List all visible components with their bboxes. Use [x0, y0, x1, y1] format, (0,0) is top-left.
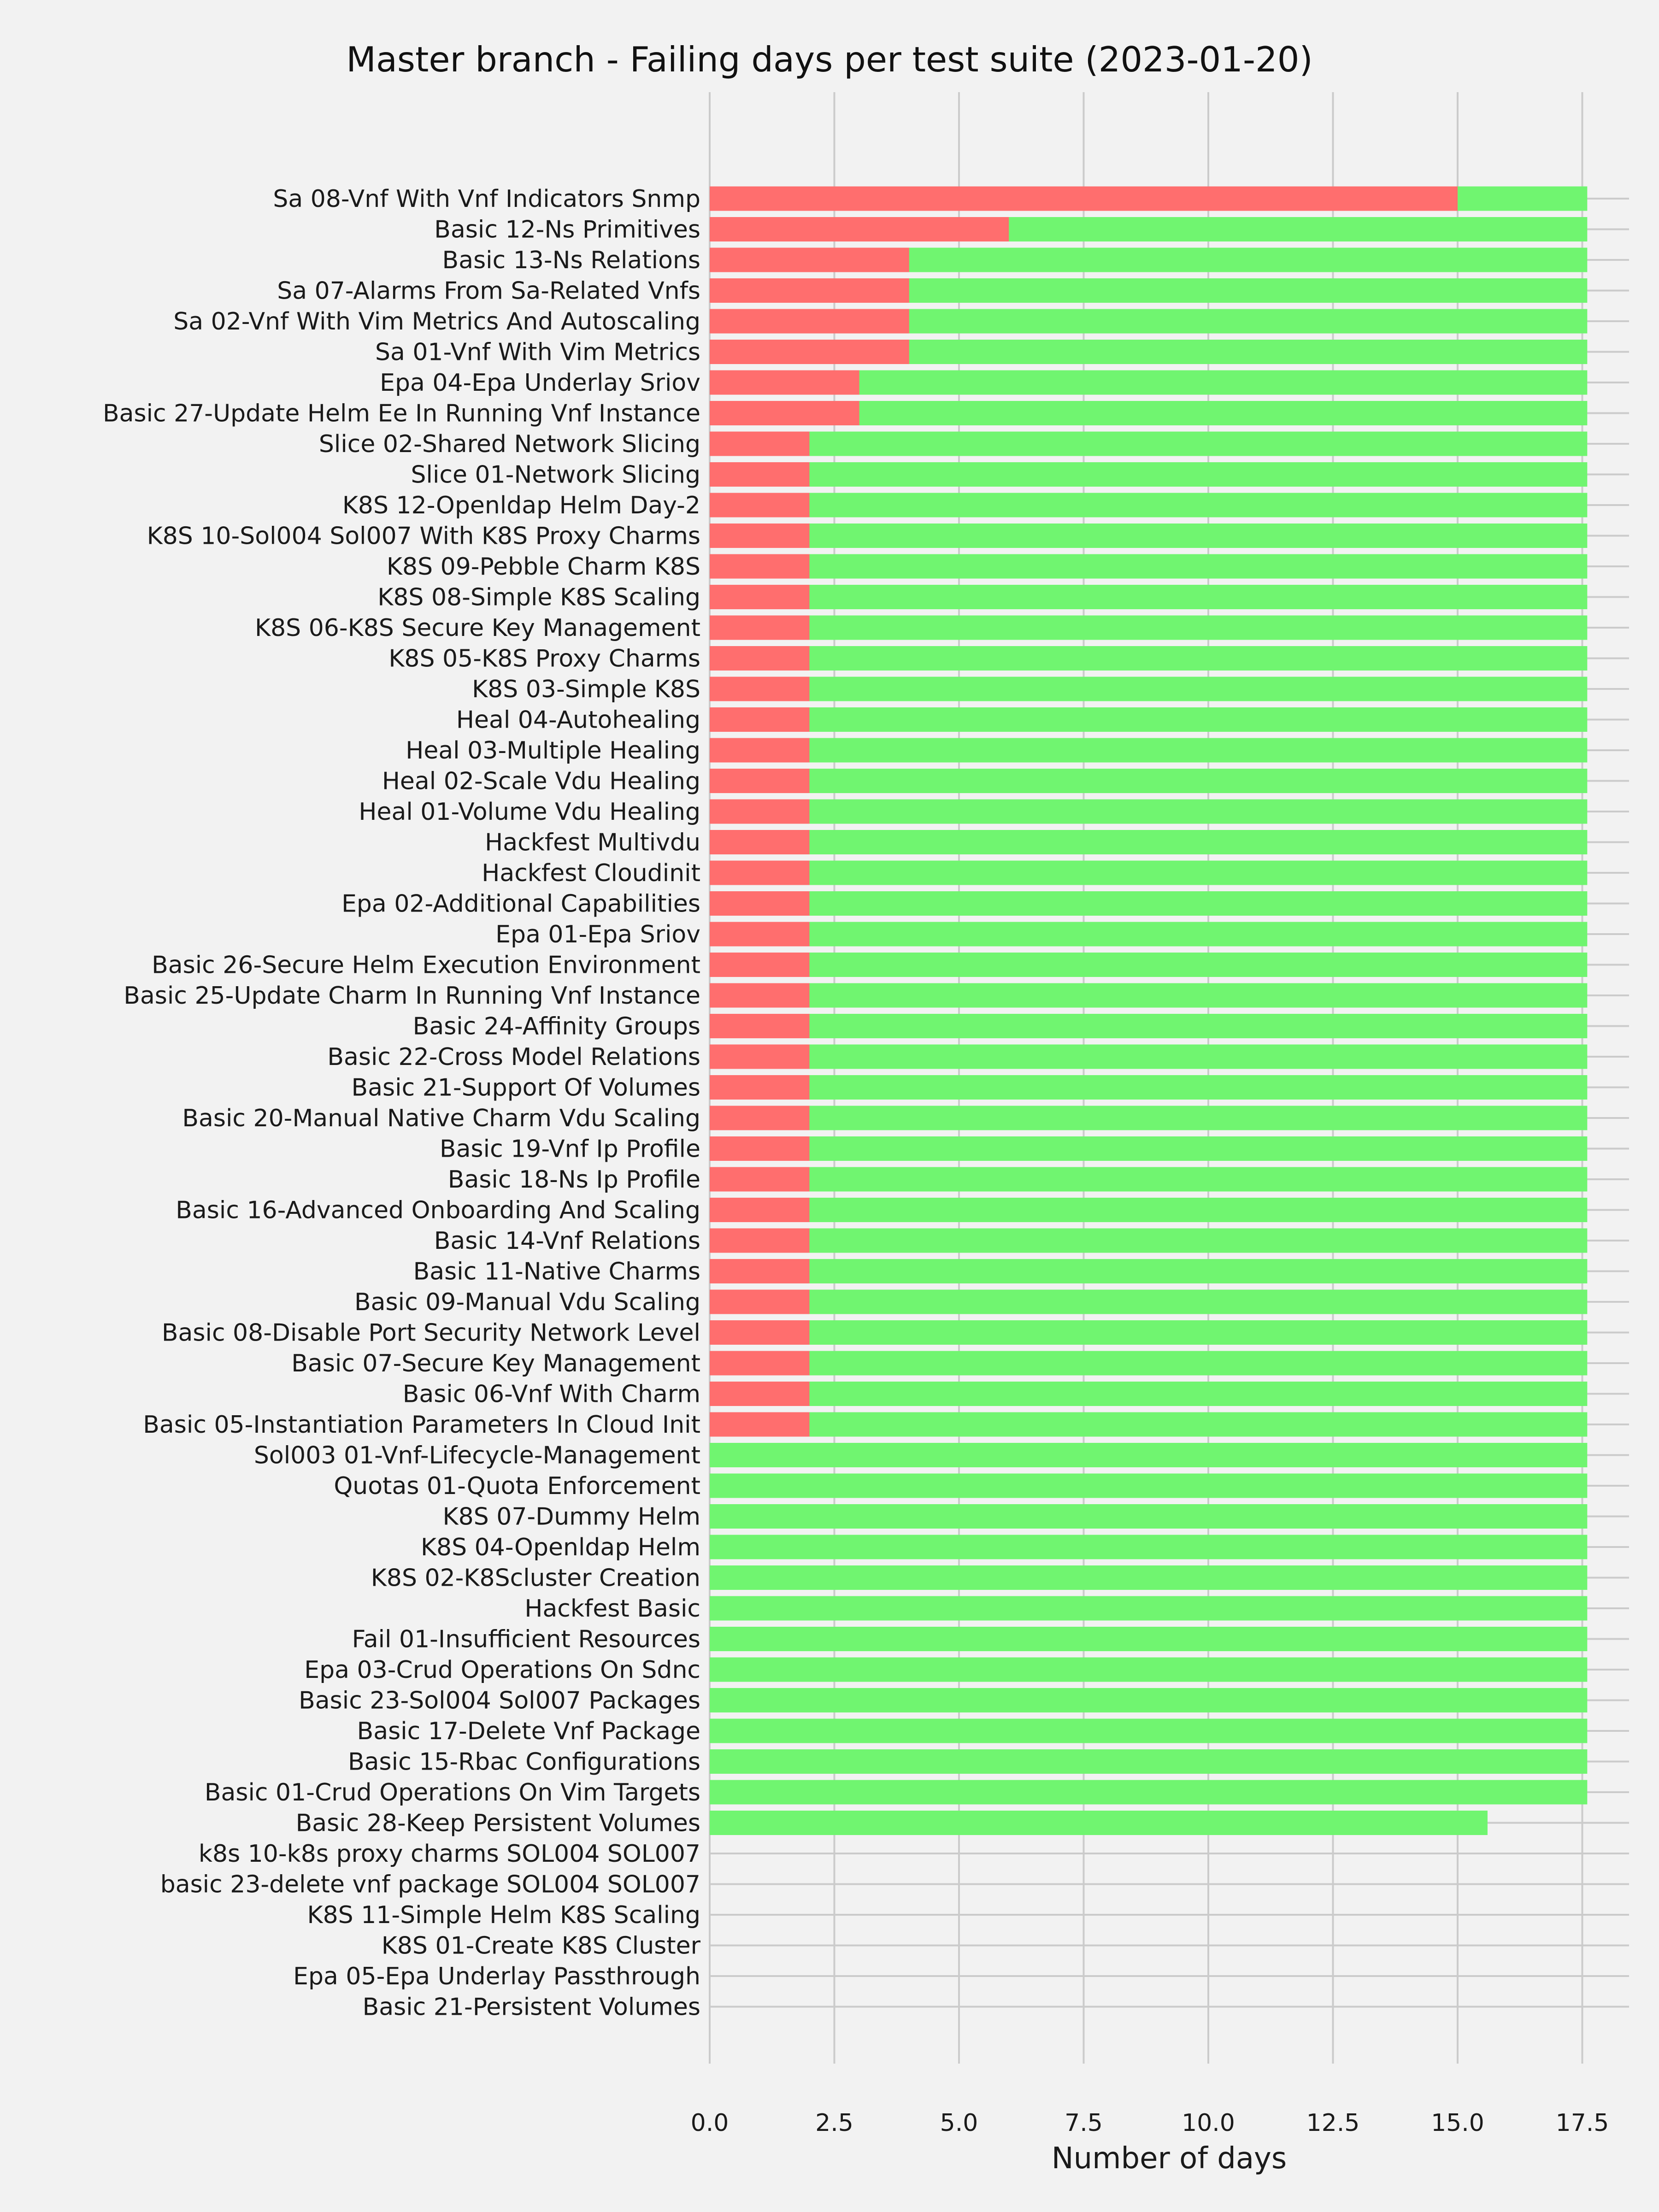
x-tick-label-4: 10.0: [1182, 2109, 1235, 2137]
failing-bar-22: [710, 861, 809, 885]
failing-bar-13: [710, 585, 809, 609]
passing-bar-49: [710, 1688, 1587, 1712]
y-tick-label-43: K8S 07-Dummy Helm: [442, 1503, 700, 1531]
passing-bar-15: [710, 646, 1587, 671]
y-tick-label-30: Basic 20-Manual Native Charm Vdu Scaling: [182, 1105, 700, 1132]
failing-bar-24: [710, 922, 809, 947]
y-tick-label-58: Epa 05-Epa Underlay Passthrough: [293, 1963, 700, 1990]
chart-title: Master branch - Failing days per test suite (2023-01-20): [346, 39, 1313, 80]
y-tick-label-52: Basic 01-Crud Operations On Vim Targets: [204, 1779, 700, 1806]
failing-bar-36: [710, 1290, 809, 1314]
y-tick-label-48: Epa 03-Crud Operations On Sdnc: [304, 1656, 700, 1684]
passing-bar-19: [710, 769, 1587, 793]
passing-bar-27: [710, 1014, 1587, 1038]
y-tick-label-42: Quotas 01-Quota Enforcement: [334, 1472, 700, 1500]
passing-bar-20: [710, 800, 1587, 824]
failing-bar-32: [710, 1167, 809, 1192]
passing-bar-13: [710, 585, 1587, 609]
y-tick-label-40: Basic 05-Instantiation Parameters In Cloud Init: [143, 1411, 700, 1439]
passing-bar-12: [710, 554, 1587, 579]
passing-bar-30: [710, 1106, 1587, 1130]
y-tick-label-8: Slice 02-Shared Network Slicing: [318, 430, 700, 458]
y-tick-label-54: k8s 10-k8s proxy charms SOL004 SOL007: [198, 1840, 700, 1868]
failing-bar-0: [710, 187, 1458, 211]
passing-bar-10: [710, 493, 1587, 518]
failing-bar-1: [710, 217, 1009, 241]
y-tick-label-23: Epa 02-Additional Capabilities: [341, 890, 700, 918]
y-tick-label-16: K8S 03-Simple K8S: [472, 676, 700, 703]
x-tick-label-7: 17.5: [1555, 2109, 1609, 2137]
passing-bar-24: [710, 922, 1587, 947]
passing-bar-18: [710, 738, 1587, 763]
passing-bar-16: [710, 677, 1587, 701]
failing-bar-30: [710, 1106, 809, 1130]
y-tick-label-36: Basic 09-Manual Vdu Scaling: [354, 1288, 700, 1316]
y-tick-label-21: Hackfest Multivdu: [485, 829, 700, 857]
y-tick-label-31: Basic 19-Vnf Ip Profile: [439, 1135, 700, 1163]
y-tick-label-0: Sa 08-Vnf With Vnf Indicators Snmp: [273, 185, 700, 213]
y-tick-label-50: Basic 17-Delete Vnf Package: [357, 1718, 700, 1745]
passing-bar-41: [710, 1443, 1587, 1467]
passing-bar-17: [710, 707, 1587, 732]
y-tick-label-29: Basic 21-Support Of Volumes: [351, 1074, 700, 1102]
passing-bar-47: [710, 1627, 1587, 1651]
y-tick-label-26: Basic 25-Update Charm In Running Vnf Instance: [124, 982, 700, 1010]
failing-bar-39: [710, 1382, 809, 1406]
passing-bar-29: [710, 1075, 1587, 1100]
passing-bar-45: [710, 1565, 1587, 1590]
passing-bar-31: [710, 1136, 1587, 1161]
failing-bar-16: [710, 677, 809, 701]
failing-bar-2: [710, 248, 909, 272]
y-tick-label-12: K8S 09-Pebble Charm K8S: [386, 553, 700, 581]
passing-bar-34: [710, 1229, 1587, 1253]
y-tick-label-32: Basic 18-Ns Ip Profile: [447, 1166, 700, 1194]
failing-bar-27: [710, 1014, 809, 1038]
failing-bar-37: [710, 1320, 809, 1345]
failing-bar-5: [710, 340, 909, 364]
y-tick-label-2: Basic 13-Ns Relations: [442, 247, 700, 274]
passing-bar-44: [710, 1535, 1587, 1559]
passing-bar-36: [710, 1290, 1587, 1314]
passing-bar-46: [710, 1596, 1587, 1621]
failing-bar-21: [710, 830, 809, 854]
failing-bar-3: [710, 278, 909, 303]
y-tick-label-4: Sa 02-Vnf With Vim Metrics And Autoscaling: [173, 308, 700, 335]
passing-bar-53: [710, 1811, 1488, 1835]
passing-bar-9: [710, 462, 1587, 487]
passing-bar-23: [710, 891, 1587, 916]
x-tick-label-1: 2.5: [815, 2109, 853, 2137]
passing-bar-25: [710, 953, 1587, 977]
passing-bar-14: [710, 616, 1587, 640]
y-tick-label-19: Heal 02-Scale Vdu Healing: [382, 767, 700, 795]
passing-bar-43: [710, 1504, 1587, 1529]
passing-bar-8: [710, 432, 1587, 456]
failing-bar-29: [710, 1075, 809, 1100]
y-tick-label-35: Basic 11-Native Charms: [413, 1258, 700, 1286]
failing-bar-34: [710, 1229, 809, 1253]
failing-bar-19: [710, 769, 809, 793]
y-tick-label-34: Basic 14-Vnf Relations: [434, 1227, 700, 1255]
y-tick-label-37: Basic 08-Disable Port Security Network Level: [161, 1319, 700, 1347]
failing-bar-12: [710, 554, 809, 579]
passing-bar-52: [710, 1780, 1587, 1805]
y-tick-label-47: Fail 01-Insufficient Resources: [352, 1625, 700, 1653]
passing-bar-37: [710, 1320, 1587, 1345]
y-tick-label-15: K8S 05-K8S Proxy Charms: [388, 645, 700, 673]
x-tick-label-0: 0.0: [690, 2109, 729, 2137]
y-tick-label-28: Basic 22-Cross Model Relations: [327, 1043, 700, 1071]
failing-bar-40: [710, 1412, 809, 1437]
passing-bar-35: [710, 1259, 1587, 1283]
y-tick-label-49: Basic 23-Sol004 Sol007 Packages: [299, 1687, 700, 1715]
passing-bar-32: [710, 1167, 1587, 1192]
passing-bar-26: [710, 983, 1587, 1008]
failing-bar-18: [710, 738, 809, 763]
y-tick-label-10: K8S 12-Openldap Helm Day-2: [342, 492, 700, 519]
y-tick-label-45: K8S 02-K8Scluster Creation: [371, 1564, 700, 1592]
failing-bar-9: [710, 462, 809, 487]
y-tick-label-44: K8S 04-Openldap Helm: [420, 1534, 700, 1561]
y-tick-label-11: K8S 10-Sol004 Sol007 With K8S Proxy Charms: [147, 522, 700, 550]
y-tick-label-41: Sol003 01-Vnf-Lifecycle-Management: [253, 1441, 700, 1470]
x-tick-label-6: 15.0: [1431, 2109, 1484, 2137]
failing-bar-6: [710, 371, 859, 395]
failing-bar-33: [710, 1198, 809, 1222]
y-tick-label-55: basic 23-delete vnf package SOL004 SOL007: [160, 1871, 700, 1899]
y-tick-label-13: K8S 08-Simple K8S Scaling: [377, 583, 700, 612]
failing-bar-20: [710, 800, 809, 824]
passing-bar-38: [710, 1351, 1587, 1376]
passing-bar-39: [710, 1382, 1587, 1406]
x-tick-label-2: 5.0: [940, 2109, 978, 2137]
failing-bar-8: [710, 432, 809, 456]
y-tick-label-3: Sa 07-Alarms From Sa-Related Vnfs: [277, 277, 700, 305]
failing-bar-28: [710, 1045, 809, 1069]
failing-bar-35: [710, 1259, 809, 1283]
failing-bar-31: [710, 1136, 809, 1161]
y-tick-label-18: Heal 03-Multiple Healing: [406, 737, 700, 765]
failing-bar-11: [710, 524, 809, 548]
passing-bar-51: [710, 1749, 1587, 1774]
y-tick-label-56: K8S 11-Simple Helm K8S Scaling: [307, 1901, 700, 1929]
y-tick-label-1: Basic 12-Ns Primitives: [434, 216, 700, 244]
failing-bar-17: [710, 707, 809, 732]
x-tick-label-3: 7.5: [1065, 2109, 1103, 2137]
failing-bar-7: [710, 401, 859, 425]
failing-bar-10: [710, 493, 809, 518]
failing-bar-4: [710, 309, 909, 334]
y-tick-label-17: Heal 04-Autohealing: [456, 706, 700, 734]
y-tick-label-46: Hackfest Basic: [524, 1595, 700, 1623]
failing-bar-23: [710, 891, 809, 916]
y-tick-label-57: K8S 01-Create K8S Cluster: [381, 1932, 700, 1960]
passing-bar-40: [710, 1412, 1587, 1437]
y-tick-label-6: Epa 04-Epa Underlay Sriov: [380, 369, 700, 397]
passing-bar-21: [710, 830, 1587, 854]
y-tick-label-53: Basic 28-Keep Persistent Volumes: [295, 1809, 700, 1837]
y-tick-label-27: Basic 24-Affinity Groups: [412, 1012, 700, 1041]
passing-bar-28: [710, 1045, 1587, 1069]
passing-bar-33: [710, 1198, 1587, 1222]
x-axis-label: Number of days: [1051, 2141, 1287, 2176]
y-tick-label-33: Basic 16-Advanced Onboarding And Scaling: [176, 1196, 700, 1224]
x-tick-label-5: 12.5: [1306, 2109, 1360, 2137]
passing-bar-50: [710, 1719, 1587, 1743]
passing-bar-48: [710, 1658, 1587, 1682]
passing-bar-42: [710, 1474, 1587, 1498]
y-tick-label-7: Basic 27-Update Helm Ee In Running Vnf Instance: [102, 400, 700, 428]
passing-bar-22: [710, 861, 1587, 885]
y-tick-label-20: Heal 01-Volume Vdu Healing: [359, 798, 700, 826]
y-tick-label-51: Basic 15-Rbac Configurations: [348, 1748, 700, 1776]
passing-bar-11: [710, 524, 1587, 548]
failing-bar-15: [710, 646, 809, 671]
y-tick-label-5: Sa 01-Vnf With Vim Metrics: [375, 338, 700, 366]
y-tick-label-24: Epa 01-Epa Sriov: [495, 921, 700, 948]
y-tick-label-22: Hackfest Cloudinit: [482, 859, 700, 887]
y-tick-label-25: Basic 26-Secure Helm Execution Environment: [152, 951, 700, 979]
failing-bar-26: [710, 983, 809, 1008]
y-tick-label-9: Slice 01-Network Slicing: [411, 461, 700, 489]
failing-bar-38: [710, 1351, 809, 1376]
y-tick-label-59: Basic 21-Persistent Volumes: [362, 1993, 700, 2021]
y-tick-label-14: K8S 06-K8S Secure Key Management: [254, 614, 700, 642]
failing-bar-25: [710, 953, 809, 977]
failing-bar-14: [710, 616, 809, 640]
y-tick-label-38: Basic 07-Secure Key Management: [291, 1350, 700, 1377]
y-tick-label-39: Basic 06-Vnf With Charm: [402, 1380, 700, 1408]
